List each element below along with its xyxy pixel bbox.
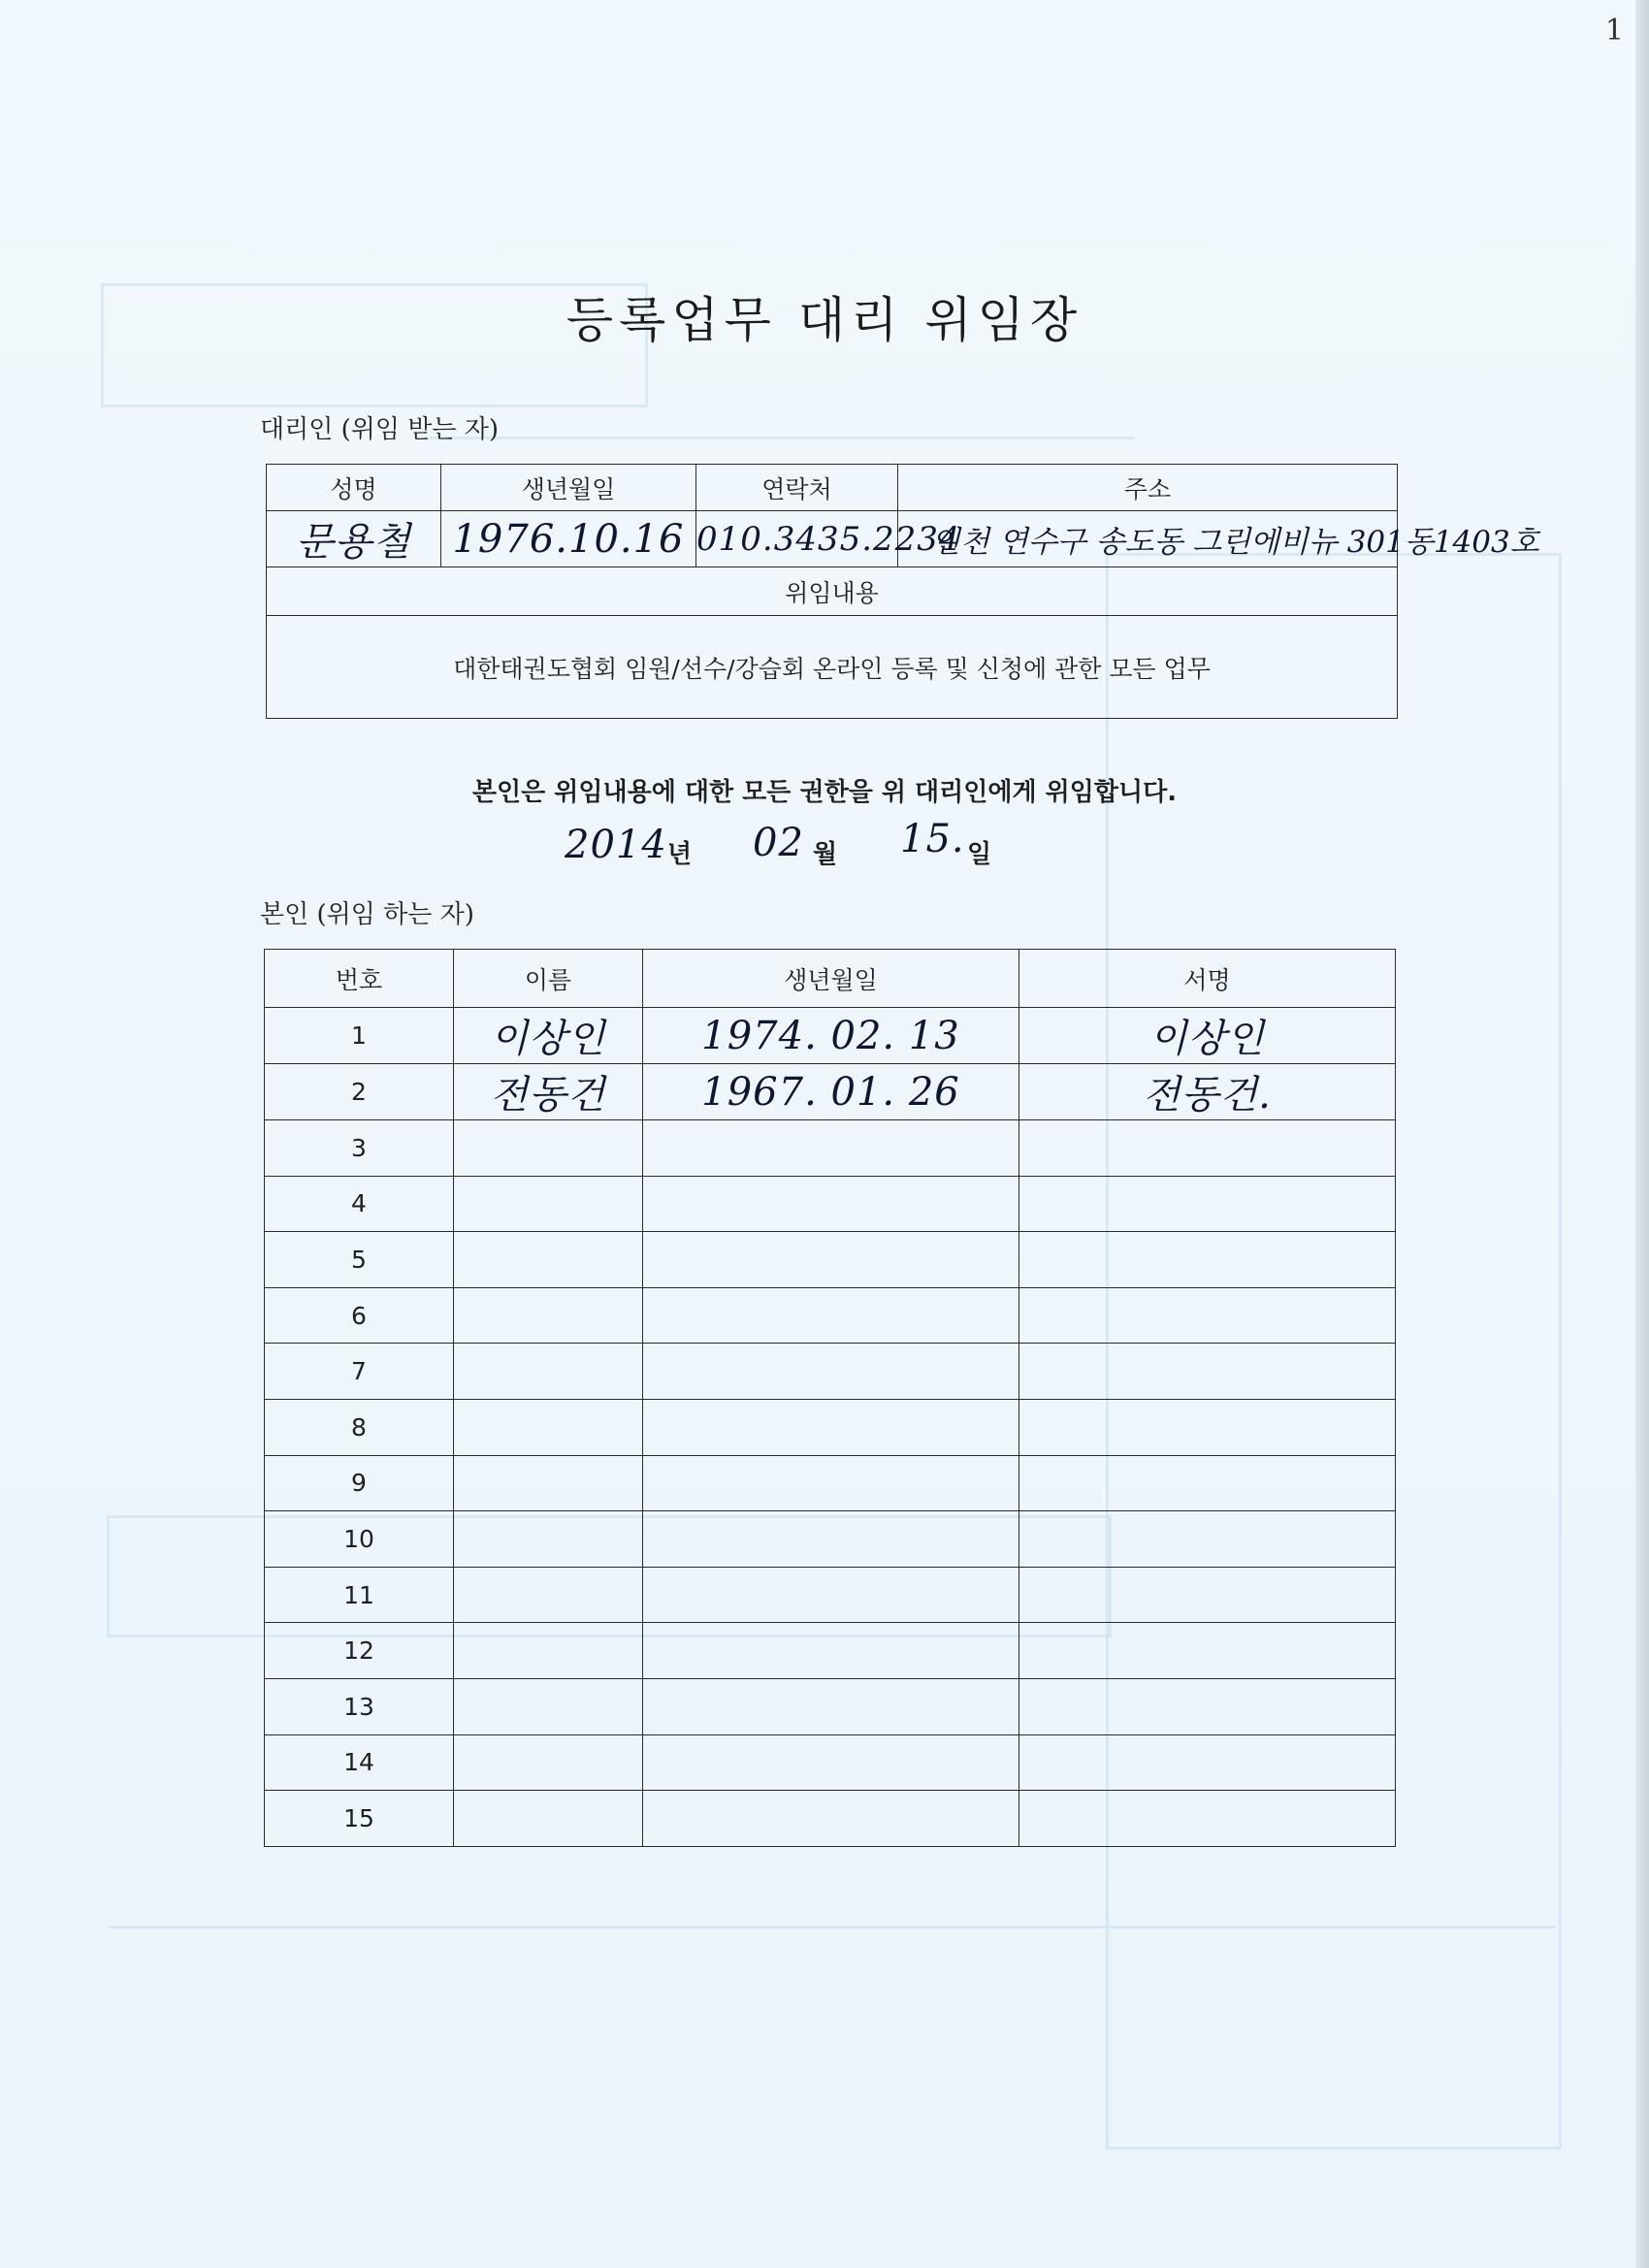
principal-header-name: 이름 (454, 950, 643, 1008)
row-birth-cell (643, 1455, 1019, 1511)
table-row (265, 1399, 1396, 1455)
row-signature-cell (1019, 1511, 1396, 1568)
row-birth-cell (643, 1791, 1019, 1847)
row-birth-cell (643, 1232, 1019, 1288)
row-name-cell (454, 1008, 643, 1064)
row-signature-cell (1019, 1791, 1396, 1847)
mandate-text: 대한태권도협회 임원/선수/강습회 온라인 등록 및 신청에 관한 모든 업무 (267, 616, 1398, 719)
row-no: 13 (265, 1678, 454, 1734)
row-no: 7 (265, 1344, 454, 1400)
row-no: 10 (265, 1511, 454, 1568)
row-name-cell (454, 1791, 643, 1847)
date-year: 2014 (565, 823, 667, 867)
proxy-name: 문용철 (296, 520, 411, 565)
row-signature: 이상인 (1149, 1017, 1265, 1061)
row-birth-cell (643, 1511, 1019, 1568)
principal-table (264, 949, 1396, 1847)
row-signature-cell (1019, 1287, 1396, 1344)
mandate-header: 위임내용 (267, 567, 1398, 616)
proxy-section-label: 대리인 (위임 받는 자) (260, 415, 500, 444)
row-signature-cell (1019, 1008, 1396, 1064)
principal-header-no: 번호 (265, 950, 454, 1008)
row-birth-cell (643, 1678, 1019, 1734)
table-row (265, 1511, 1396, 1568)
principal-section-label: 본인 (위임 하는 자) (260, 900, 474, 929)
row-signature-cell (1019, 1623, 1396, 1679)
row-birth: 1974. 02. 13 (701, 1013, 960, 1058)
proxy-address-cell (898, 511, 1539, 567)
proxy-header-contact: 연락처 (696, 465, 898, 511)
table-row (265, 1176, 1396, 1232)
row-signature: 전동건. (1143, 1073, 1272, 1118)
ghost-line-1 (109, 1926, 1556, 1928)
table-row (265, 1008, 1396, 1064)
table-row (265, 1120, 1396, 1177)
row-signature-cell (1019, 1120, 1396, 1177)
table-row (265, 1734, 1396, 1791)
table-row (265, 1623, 1396, 1679)
date-month-unit: 월 (813, 840, 838, 869)
proxy-name-cell (267, 511, 441, 567)
row-no: 4 (265, 1176, 454, 1232)
row-birth-cell (643, 1567, 1019, 1623)
table-row (265, 1791, 1396, 1847)
date-day: 15. (900, 817, 965, 861)
row-no: 12 (265, 1623, 454, 1679)
row-no: 8 (265, 1399, 454, 1455)
principal-rows (265, 1008, 1396, 1847)
row-signature-cell (1019, 1176, 1396, 1232)
row-name-cell (454, 1399, 643, 1455)
row-name-cell (454, 1232, 643, 1288)
row-birth-cell (643, 1120, 1019, 1177)
row-signature-cell (1019, 1734, 1396, 1791)
row-name-cell (454, 1734, 643, 1791)
proxy-header-birth: 생년월일 (441, 465, 696, 511)
row-signature-cell (1019, 1567, 1396, 1623)
table-row (265, 1287, 1396, 1344)
principal-header-signature: 서명 (1019, 950, 1396, 1008)
date-year-unit: 년 (667, 840, 693, 869)
row-name-cell (454, 1287, 643, 1344)
row-birth-cell (643, 1287, 1019, 1344)
row-name-cell (454, 1567, 643, 1623)
proxy-table (266, 464, 1539, 719)
row-no: 11 (265, 1567, 454, 1623)
row-no: 1 (265, 1008, 454, 1064)
proxy-contact: 010.3435.2234 (696, 519, 961, 559)
delegation-statement: 본인은 위임내용에 대한 모든 권한을 위 대리인에게 위임합니다. (471, 778, 1178, 807)
row-no: 5 (265, 1232, 454, 1288)
row-name-cell (454, 1120, 643, 1177)
ghost-line-2 (417, 437, 1135, 439)
row-birth-cell (643, 1344, 1019, 1400)
row-no: 2 (265, 1064, 454, 1120)
row-name-cell (454, 1455, 643, 1511)
row-birth-cell (643, 1399, 1019, 1455)
proxy-birth: 1976.10.16 (452, 516, 685, 562)
row-signature-cell (1019, 1678, 1396, 1734)
row-name-cell (454, 1623, 643, 1679)
row-name-cell (454, 1176, 643, 1232)
proxy-header-address: 주소 (898, 465, 1398, 511)
table-row (265, 1344, 1396, 1400)
row-signature-cell (1019, 1344, 1396, 1400)
date-day-unit: 일 (967, 840, 992, 869)
table-row (265, 1064, 1396, 1120)
proxy-address: 인천 연수구 송도동 그린에비뉴 301동1403호 (931, 525, 1539, 560)
row-birth-cell (643, 1623, 1019, 1679)
row-no: 6 (265, 1287, 454, 1344)
corner-mark: 1 (1604, 14, 1624, 48)
row-name-cell (454, 1344, 643, 1400)
row-signature-cell (1019, 1232, 1396, 1288)
row-name: 이상인 (490, 1017, 606, 1061)
row-signature-cell (1019, 1064, 1396, 1120)
table-row (265, 1678, 1396, 1734)
row-name: 전동건 (490, 1073, 606, 1118)
row-birth-cell (643, 1734, 1019, 1791)
proxy-header-name: 성명 (267, 465, 441, 511)
row-no: 15 (265, 1791, 454, 1847)
date-month: 02 (753, 821, 804, 865)
row-no: 9 (265, 1455, 454, 1511)
row-birth-cell (643, 1064, 1019, 1120)
principal-header-birth: 생년월일 (643, 950, 1019, 1008)
table-row (265, 1232, 1396, 1288)
row-no: 14 (265, 1734, 454, 1791)
row-birth-cell (643, 1008, 1019, 1064)
row-no: 3 (265, 1120, 454, 1177)
date-line (0, 813, 1649, 881)
row-birth-cell (643, 1176, 1019, 1232)
table-row (265, 1567, 1396, 1623)
table-row (265, 1455, 1396, 1511)
row-birth: 1967. 01. 26 (701, 1069, 960, 1115)
document-title: 등록업무 대리 위임장 (566, 292, 1083, 348)
proxy-contact-cell (696, 511, 961, 567)
row-name-cell (454, 1064, 643, 1120)
row-signature-cell (1019, 1455, 1396, 1511)
row-signature-cell (1019, 1399, 1396, 1455)
row-name-cell (454, 1511, 643, 1568)
proxy-birth-cell (441, 511, 696, 567)
row-name-cell (454, 1678, 643, 1734)
